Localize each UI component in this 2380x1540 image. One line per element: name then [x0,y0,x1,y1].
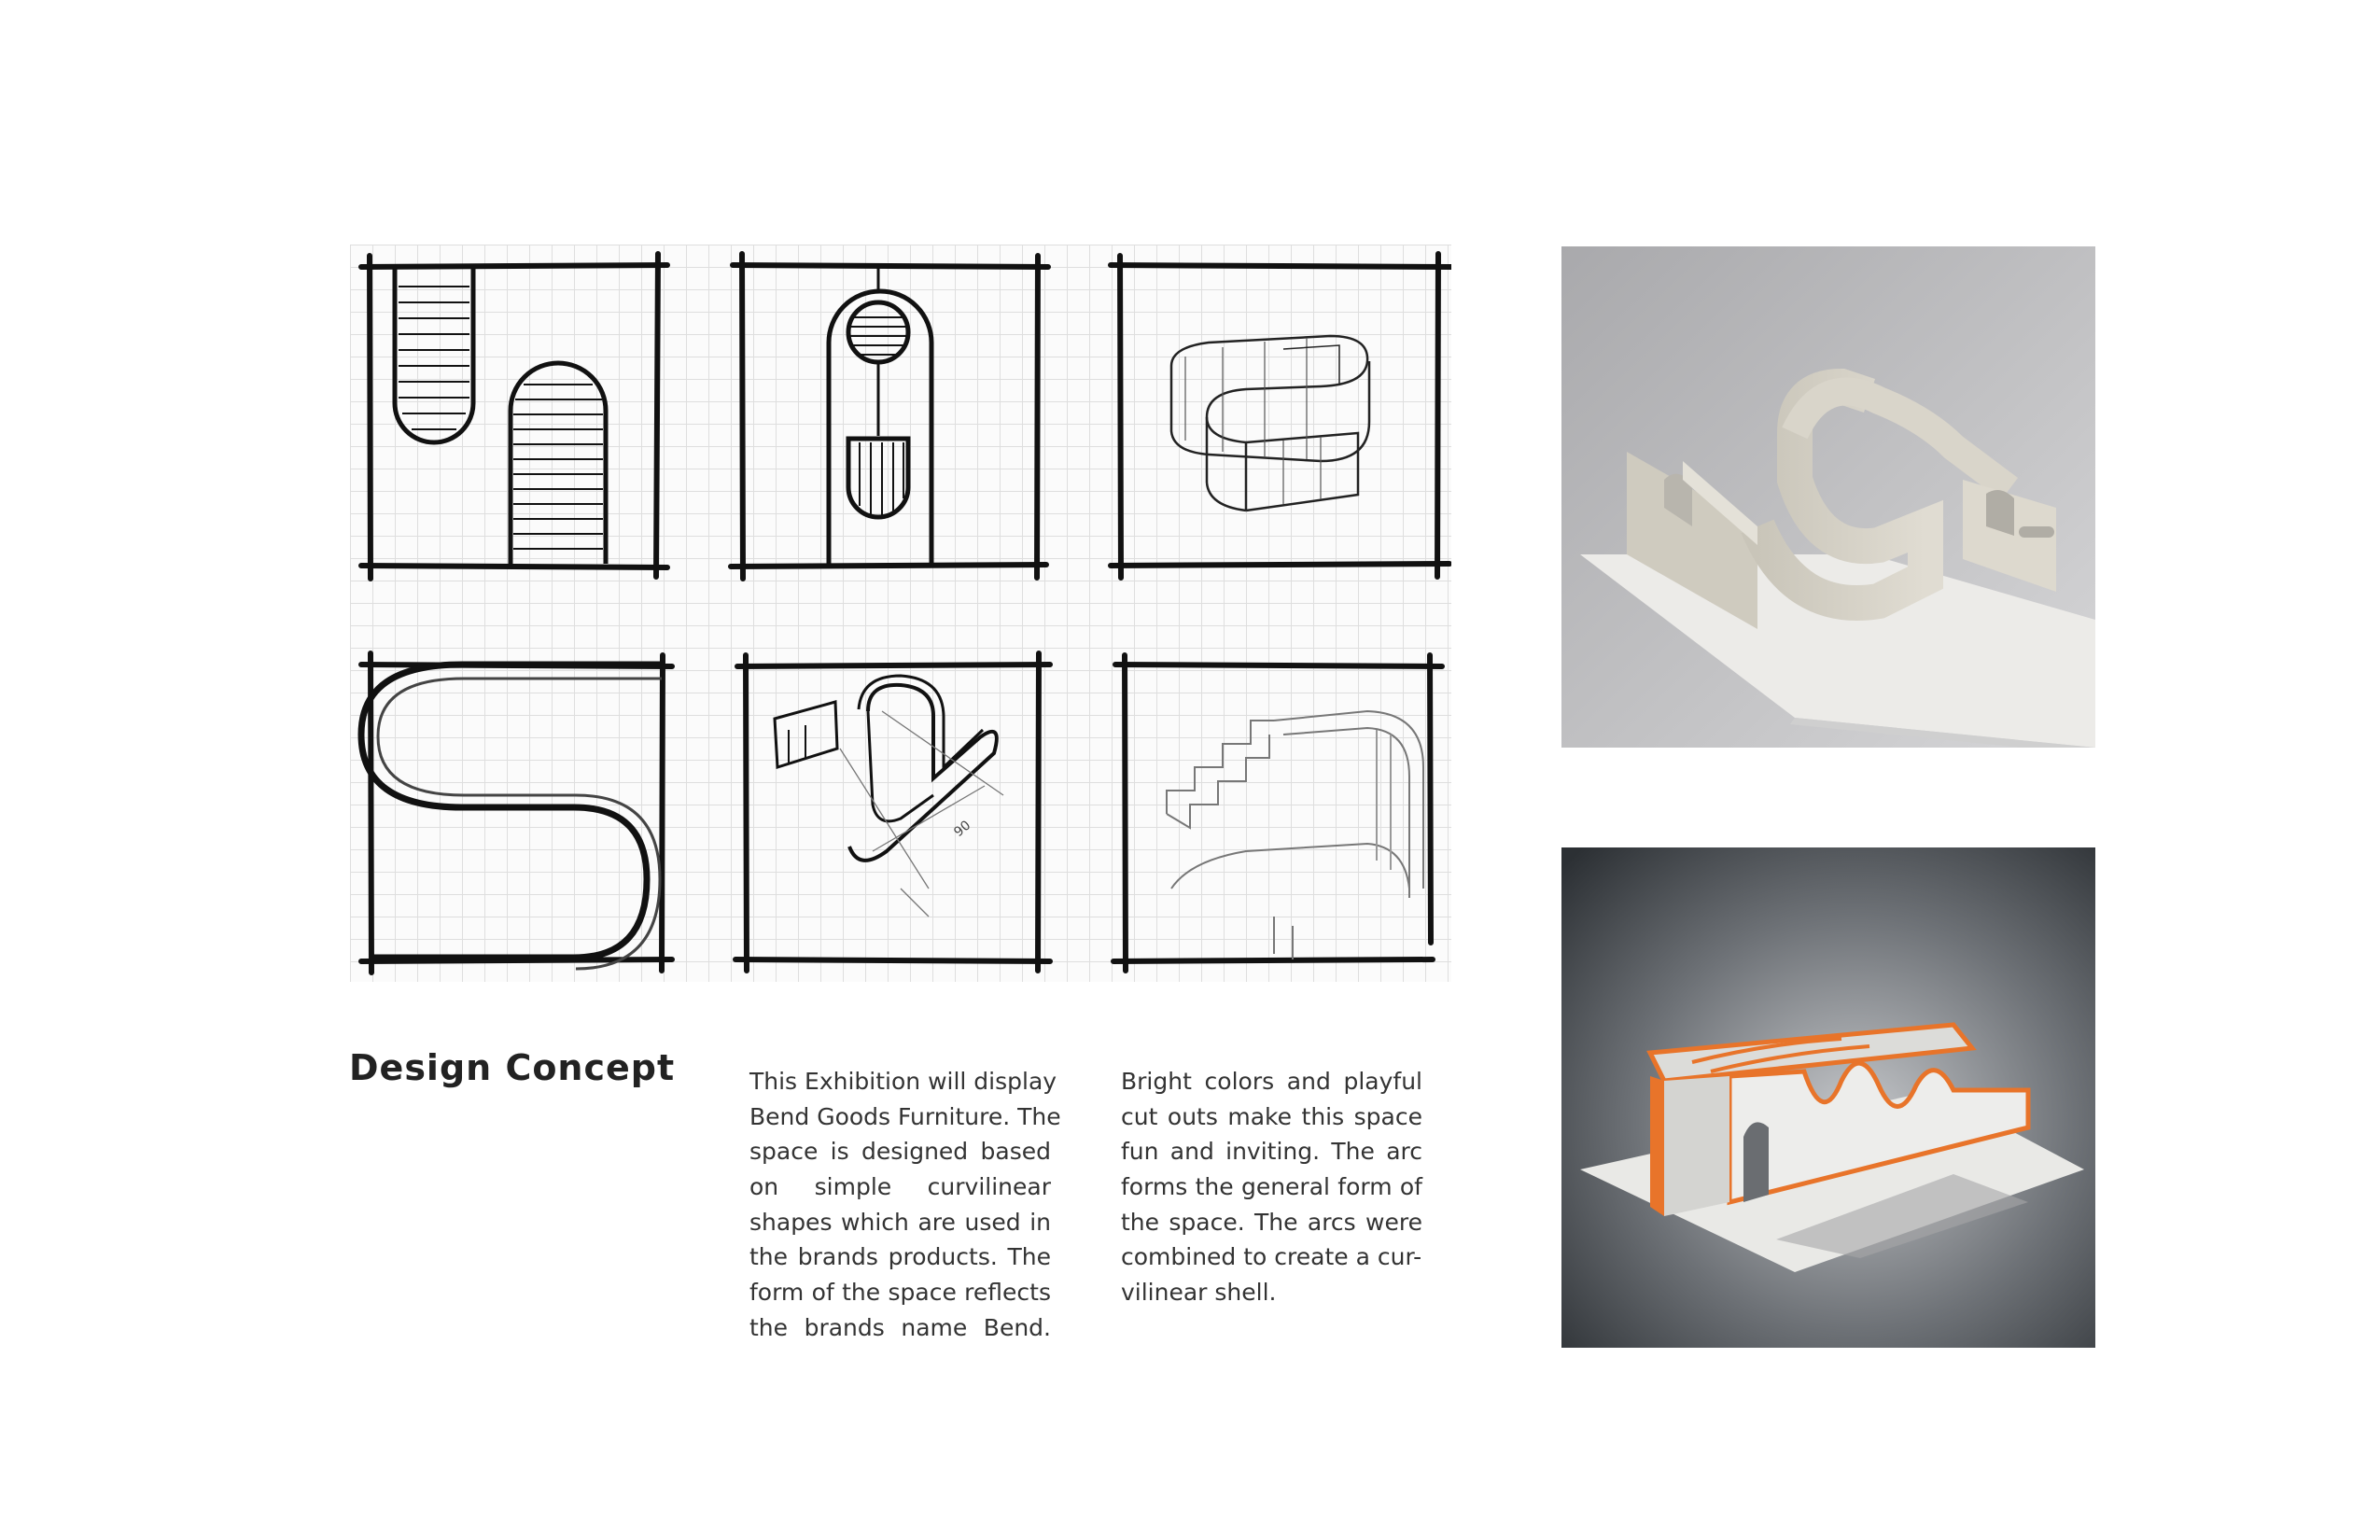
paragraph-line: the space. The arcs were [1121,1208,1422,1236]
paragraph-line: Bend Goods Furniture. The [749,1102,1061,1130]
paragraph-line: forms the general form of [1121,1173,1422,1201]
sketch-3-s-wall [1171,336,1369,511]
sketch-5-isometric [775,676,1003,917]
sketch-1-arches [395,269,606,564]
sketch-frame-5 [735,653,1050,971]
paragraph-line: cut outs make this space [1121,1102,1422,1130]
cream-model-illustration [1561,246,2095,748]
sketch-2-circle-arch [829,265,931,565]
sketch-6-stair-arc [1167,711,1423,959]
paragraph-line: This Exhibition will display [749,1068,1057,1095]
concept-sketch-sheet [350,245,1451,982]
model-photo-cream [1561,246,2095,748]
paragraph-line: the brands name Bend. [749,1313,1051,1341]
paragraph-line: space is designed based [749,1138,1051,1166]
paragraph-line: shapes which are used in [749,1208,1051,1236]
paragraph-line: fun and inviting. The arc [1121,1138,1422,1166]
sketch-frame-6 [1113,655,1442,971]
paragraph-line: Bright colors and playful [1121,1068,1422,1095]
sketch-4-s-curve [361,665,662,969]
paragraph-line: vilinear shell. [1121,1279,1277,1307]
concept-sketches [350,245,1451,982]
description-paragraph-1 [749,1064,1061,1346]
paragraph-line: on simple curvilinear [749,1173,1051,1201]
description-paragraph-2 [1121,1064,1422,1310]
paragraph-line: form of the space reflects [749,1279,1051,1307]
paragraph-line: combined to create a cur- [1121,1243,1422,1271]
page-title: Design Concept [349,1047,676,1088]
model-photo-orange [1561,847,2095,1348]
paragraph-line: the brands products. The [749,1243,1051,1271]
sketch-dimension-label: 90 [951,818,974,841]
sketch-frame-4 [361,653,672,973]
sketch-frame-3 [1111,254,1451,578]
orange-model-illustration [1561,847,2095,1348]
